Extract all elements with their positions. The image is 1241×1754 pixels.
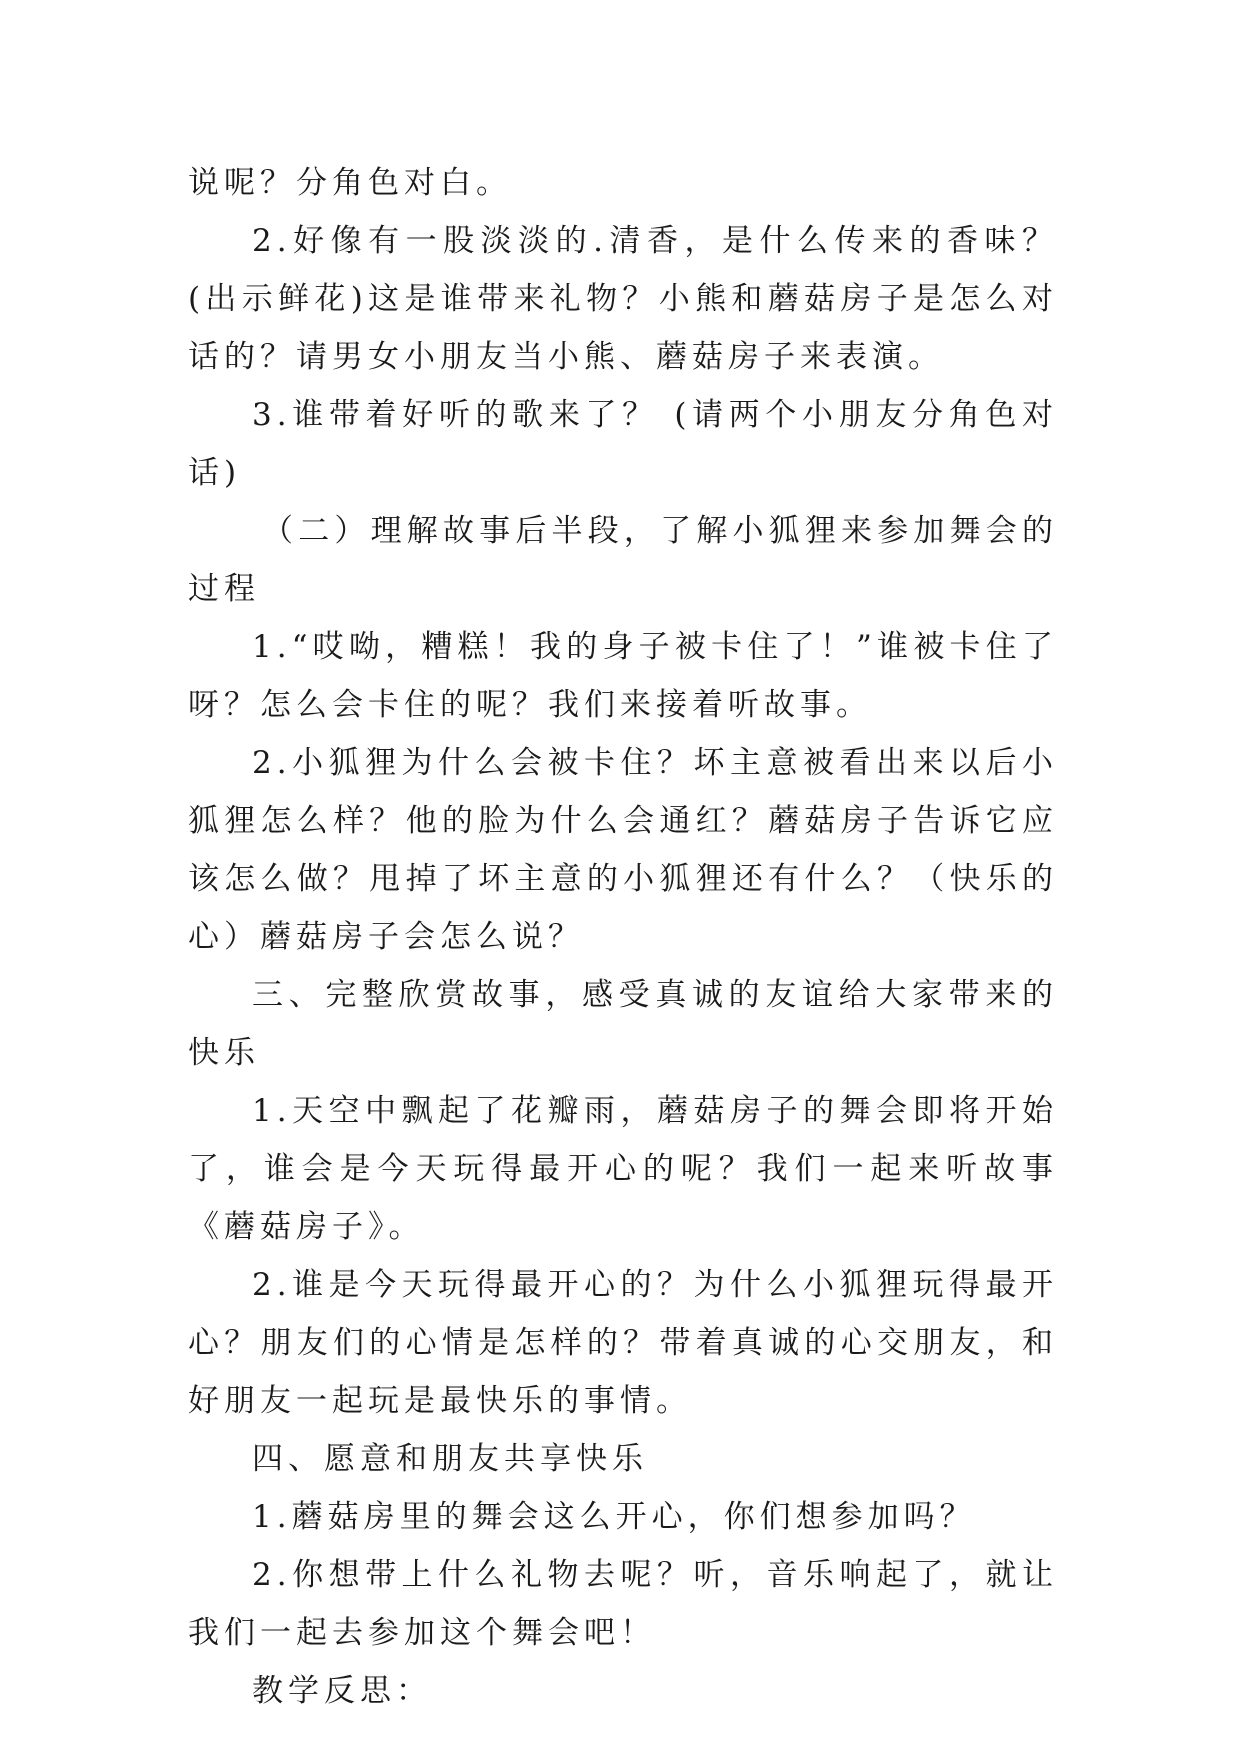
document-body <box>188 154 1058 1720</box>
paragraph-continuation: 说呢？分角色对白。 <box>188 165 512 201</box>
section-heading-four: 四、愿意和朋友共享快乐 <box>252 1441 648 1477</box>
section-heading-three: 三、完整欣赏故事，感受真诚的友谊给大家带来的快乐 <box>188 977 1058 1071</box>
paragraph-item-2-flowers: 2.好像有一股淡淡的.清香，是什么传来的香味？(出示鲜花)这是谁带来礼物？小熊和蘑菇房子是怎么对话的？请男女小朋友当小熊、蘑菇房子来表演。 <box>188 223 1058 375</box>
paragraph-item-2-gift: 2.你想带上什么礼物去呢？听，音乐响起了，就让我们一起去参加这个舞会吧！ <box>188 1557 1058 1651</box>
section-heading-part-two: （二）理解故事后半段，了解小狐狸来参加舞会的过程 <box>188 513 1058 607</box>
paragraph-item-1-stuck: 1.“哎呦，糟糕！我的身子被卡住了！”谁被卡住了呀？怎么会卡住的呢？我们来接着听故事。 <box>188 629 1058 723</box>
paragraph-item-2-happiest: 2.谁是今天玩得最开心的？为什么小狐狸玩得最开心？朋友们的心情是怎样的？带着真诚的心交朋友，和好朋友一起玩是最快乐的事情。 <box>188 1267 1058 1419</box>
teaching-reflection-heading: 教学反思： <box>252 1673 432 1709</box>
paragraph-item-3-song: 3.谁带着好听的歌来了？ (请两个小朋友分角色对话) <box>188 397 1058 491</box>
paragraph-item-2-fox: 2.小狐狸为什么会被卡住？坏主意被看出来以后小狐狸怎么样？他的脸为什么会通红？蘑菇房子告诉它应该怎么做？甩掉了坏主意的小狐狸还有什么？（快乐的心）蘑菇房子会怎么说？ <box>188 745 1058 955</box>
paragraph-item-1-petal-rain: 1.天空中飘起了花瓣雨，蘑菇房子的舞会即将开始了，谁会是今天玩得最开心的呢？我们一起来听故事《蘑菇房子》。 <box>188 1093 1058 1245</box>
paragraph-item-1-dance-party: 1.蘑菇房里的舞会这么开心，你们想参加吗？ <box>252 1499 976 1535</box>
